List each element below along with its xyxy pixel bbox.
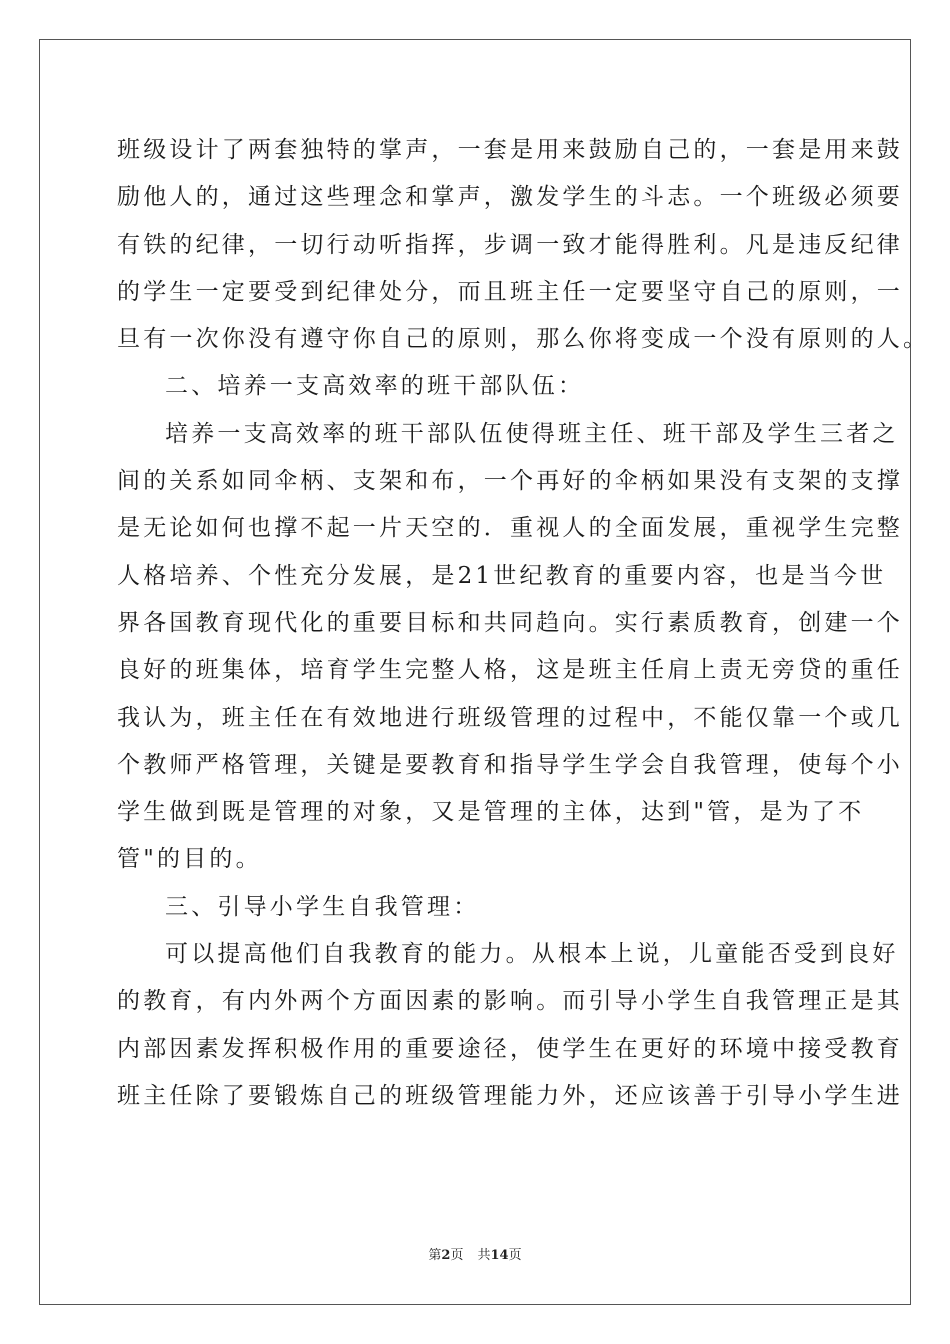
page-number: 2	[441, 1248, 451, 1263]
page-prefix: 第	[428, 1248, 442, 1263]
text-line: 良好的班集体，培育学生完整人格，这是班主任肩上责无旁贷的重任	[117, 657, 903, 684]
section-heading: 三、引导小学生自我管理：	[165, 893, 480, 920]
text-line: 旦有一次你没有遵守你自己的原则，那么你将变成一个没有原则的人。	[117, 326, 930, 353]
text-line: 管"的目的。	[117, 846, 262, 873]
text-line: 班主任除了要锻炼自己的班级管理能力外，还应该善于引导小学生进	[117, 1082, 903, 1109]
document-body	[117, 127, 930, 1120]
text-line: 是无论如何也撑不起一片天空的．重视人的全面发展，重视学生完整	[117, 515, 903, 542]
text-line: 可以提高他们自我教育的能力。从根本上说，儿童能否受到良好	[165, 941, 899, 968]
text-line: 的教育，有内外两个方面因素的影响。而引导小学生自我管理正是其	[117, 988, 903, 1015]
page-suffix: 页	[450, 1248, 464, 1263]
text-line: 有铁的纪律，一切行动听指挥，步调一致才能得胜利。凡是违反纪律	[117, 231, 903, 258]
text-line: 的学生一定要受到纪律处分，而且班主任一定要坚守自己的原则，一	[117, 278, 903, 305]
text-line: 学生做到既是管理的对象，又是管理的主体，达到"管，是为了不	[117, 799, 865, 826]
text-line: 励他人的，通过这些理念和掌声，激发学生的斗志。一个班级必须要	[117, 184, 903, 211]
text-line: 间的关系如同伞柄、支架和布，一个再好的伞柄如果没有支架的支撑	[117, 468, 903, 495]
total-pages: 14	[490, 1248, 509, 1263]
total-suffix: 页	[508, 1248, 522, 1263]
text-line: 班级设计了两套独特的掌声，一套是用来鼓励自己的，一套是用来鼓	[117, 137, 903, 163]
text-line: 人格培养、个性充分发展，是21世纪教育的重要内容，也是当今世	[117, 562, 887, 589]
text-line: 我认为，班主任在有效地进行班级管理的过程中，不能仅靠一个或几	[117, 704, 903, 731]
text-line: 界各国教育现代化的重要目标和共同趋向。实行素质教育，创建一个	[117, 609, 903, 636]
text-line: 内部因素发挥积极作用的重要途径，使学生在更好的环境中接受教育	[117, 1035, 903, 1062]
total-prefix: 共	[477, 1248, 491, 1263]
text-line: 个教师严格管理，关键是要教育和指导学生学会自我管理，使每个小	[117, 751, 903, 778]
page-footer	[0, 1247, 950, 1265]
text-line: 培养一支高效率的班干部队伍使得班主任、班干部及学生三者之	[165, 420, 899, 447]
section-heading: 二、培养一支高效率的班干部队伍：	[165, 373, 585, 400]
